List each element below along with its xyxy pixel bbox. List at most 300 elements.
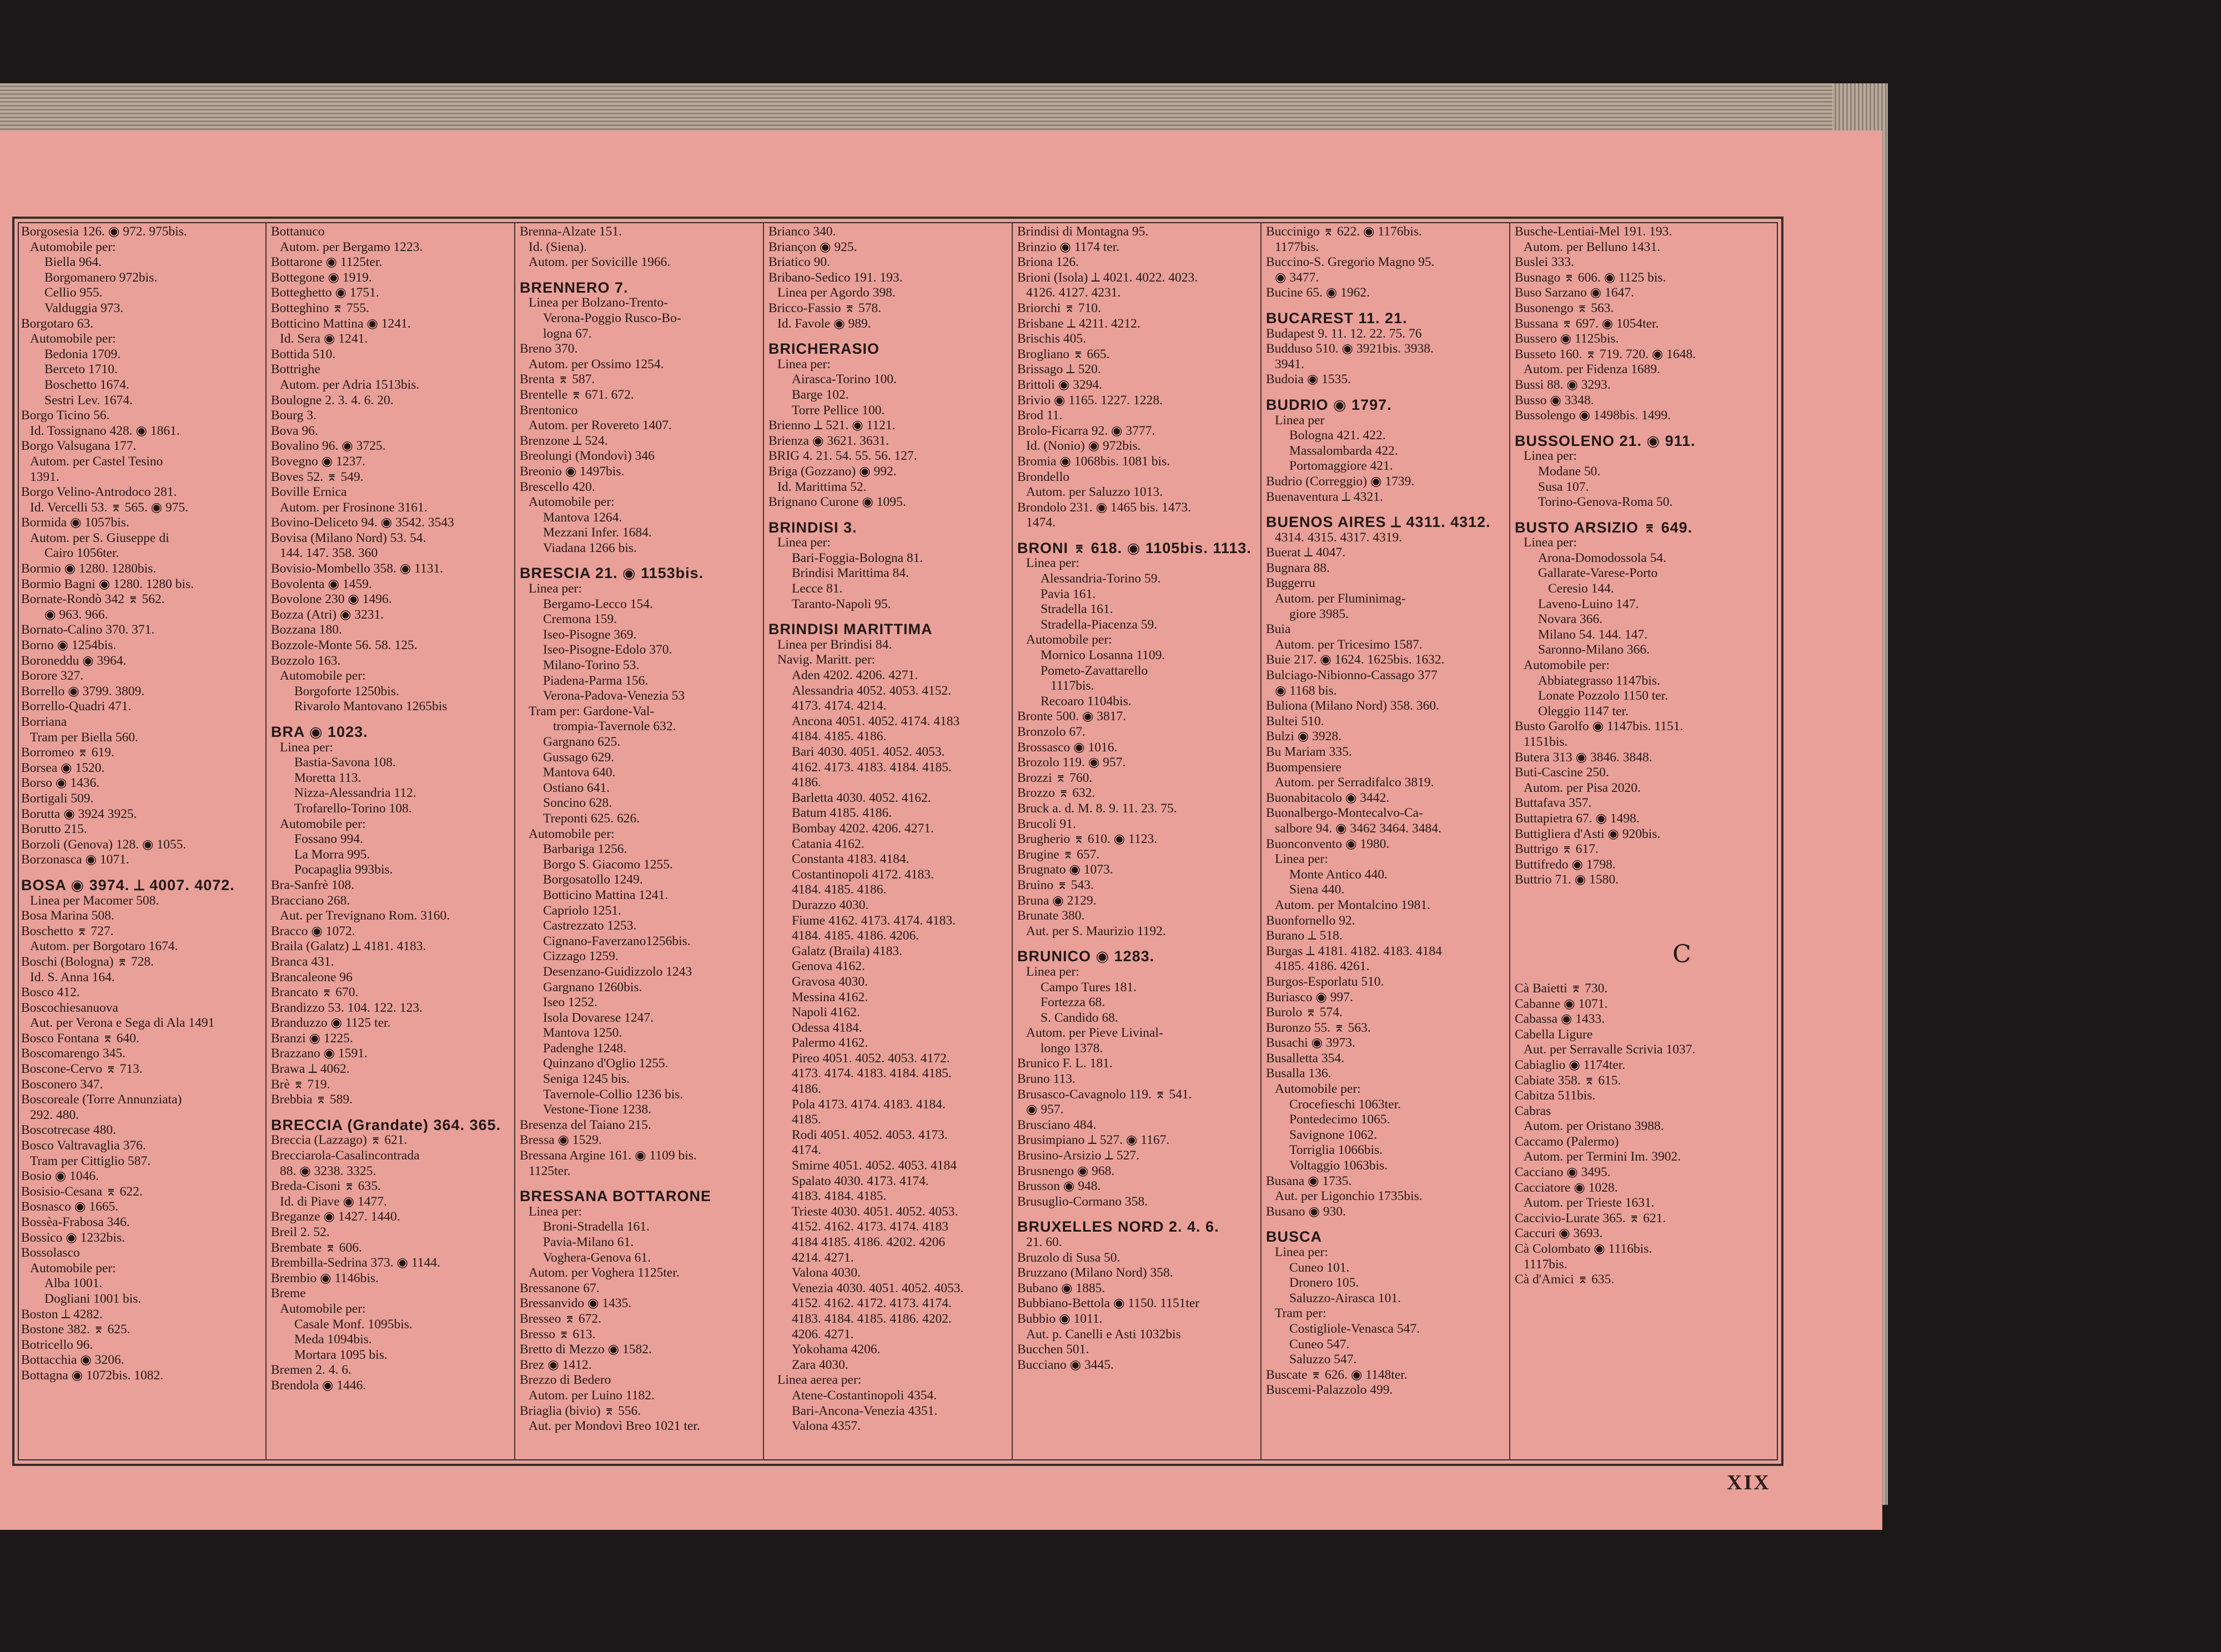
- index-entry: 4184. 4185. 4186.: [792, 729, 887, 744]
- index-heading: BUDRIO ◉ 1797.: [1266, 397, 1392, 413]
- index-entry: [1017, 939, 1252, 949]
- index-entry: [1515, 971, 1771, 981]
- index-entry: Automobile per:: [280, 669, 366, 684]
- index-entry: Bova 96.: [271, 423, 318, 438]
- index-entry: Recoaro 1104bis.: [1041, 694, 1132, 709]
- index-entry: Buccinigo ⌆ 622. ◉ 1176bis.: [1266, 224, 1422, 239]
- index-entry: Brucoli 91.: [1017, 816, 1076, 831]
- index-entry: Bosisio-Cesana ⌆ 622.: [21, 1184, 143, 1199]
- index-entry: Borgomanero 972bis.: [44, 270, 158, 285]
- index-heading: BRESSANA BOTTARONE: [520, 1189, 712, 1204]
- index-entry: Cacciatore ◉ 1028.: [1515, 1180, 1618, 1195]
- index-entry: Brissago ⟂ 520.: [1017, 362, 1101, 377]
- index-entry: Barge 102.: [792, 387, 849, 402]
- index-entry: Budduso 510. ◉ 3921bis. 3938.: [1266, 342, 1434, 356]
- index-entry: 4185.: [792, 1112, 821, 1127]
- index-entry: Bottanuco: [271, 224, 325, 239]
- index-entry: Brancato ⌆ 670.: [271, 985, 359, 1000]
- index-entry: Airasca-Torino 100.: [792, 372, 897, 387]
- index-entry: Bovolenta ◉ 1459.: [271, 576, 372, 591]
- index-entry: Linea per:: [529, 1204, 582, 1219]
- index-entry: Id. (Siena).: [529, 239, 587, 254]
- index-entry: Butera 313 ◉ 3846. 3848.: [1515, 750, 1652, 765]
- index-entry: Bovisio-Mombello 358. ◉ 1131.: [271, 561, 444, 576]
- index-entry: Bari-Ancona-Venezia 4351.: [792, 1403, 938, 1418]
- index-entry: Buonalbergo-Montecalvo-Ca-: [1266, 806, 1423, 821]
- index-heading: BRA ◉ 1023.: [271, 725, 368, 740]
- index-entry: Mortara 1095 bis.: [294, 1347, 388, 1362]
- index-entry: Busto Garolfo ◉ 1147bis. 1151.: [1515, 719, 1684, 734]
- index-entry: Briga (Gozzano) ◉ 992.: [768, 464, 897, 479]
- index-entry: giore 3985.: [1289, 606, 1349, 621]
- index-entry: Brianco 340.: [768, 224, 836, 239]
- index-entry: 4185. 4186. 4261.: [1275, 959, 1370, 974]
- index-entry: Zara 4030.: [792, 1357, 848, 1372]
- index-heading: BUSCA: [1266, 1229, 1323, 1245]
- index-entry: Bostone 382. ⌆ 625.: [21, 1322, 130, 1337]
- index-entry: Bussana ⌆ 697. ◉ 1054ter.: [1515, 316, 1659, 331]
- index-entry: Casale Monf. 1095bis.: [294, 1317, 413, 1332]
- index-entry: Buliona (Milano Nord) 358. 360.: [1266, 699, 1439, 714]
- index-entry: Brindisi Marittima 84.: [792, 566, 909, 581]
- index-entry: 1117bis.: [1051, 679, 1094, 694]
- index-column-4: [763, 222, 1007, 1460]
- index-entry: Bracciano 268.: [271, 893, 350, 908]
- index-entry: Busachi ◉ 3973.: [1266, 1036, 1355, 1051]
- index-entry: Brecciarola-Casalincontrada: [271, 1148, 420, 1163]
- index-entry: Autom. per Fidenza 1689.: [1524, 362, 1661, 377]
- index-heading: BRENNERO 7.: [520, 280, 629, 296]
- index-entry: Brienza ◉ 3621. 3631.: [768, 433, 889, 448]
- index-entry: Taranto-Napoli 95.: [792, 596, 891, 611]
- index-entry: Borgoforte 1250bis.: [294, 684, 399, 699]
- index-entry: Autom. per Luino 1182.: [529, 1388, 655, 1403]
- index-entry: Breolungi (Mondovì) 346: [520, 449, 655, 464]
- index-entry: Brè ⌆ 719.: [271, 1077, 330, 1092]
- index-entry: Brusson ◉ 948.: [1017, 1179, 1101, 1194]
- index-heading: BOSA ◉ 3974. ⟂ 4007. 4072.: [21, 877, 235, 893]
- index-entry: Buti-Cascine 250.: [1515, 765, 1609, 780]
- index-entry: Brebbia ⌆ 589.: [271, 1092, 353, 1107]
- index-entry: Automobile per:: [30, 332, 116, 347]
- index-entry: Cabiate 358. ⌆ 615.: [1515, 1073, 1621, 1088]
- index-entry: Brembilla-Sedrina 373. ◉ 1144.: [271, 1256, 440, 1271]
- index-entry: Linea per:: [1524, 449, 1577, 464]
- index-entry: Bronzolo 67.: [1017, 725, 1086, 739]
- index-entry: Bovisa (Milano Nord) 53. 54.: [271, 530, 426, 545]
- index-entry: Bosco 412.: [21, 985, 80, 1000]
- index-entry: Bressana Argine 161. ◉ 1109 bis.: [520, 1148, 697, 1163]
- index-entry: Budrio (Correggio) ◉ 1739.: [1266, 474, 1415, 489]
- index-entry: Monte Antico 440.: [1289, 867, 1388, 882]
- index-entry: Aden 4202. 4206. 4271.: [792, 668, 918, 683]
- index-entry: Automobile per:: [529, 495, 615, 510]
- index-entry: Boville Ernica: [271, 485, 347, 500]
- index-entry: Bubbio ◉ 1011.: [1017, 1311, 1103, 1326]
- index-entry: Bottegone ◉ 1919.: [271, 270, 372, 285]
- index-entry: Iseo-Pisogne-Edolo 370.: [543, 642, 672, 657]
- index-heading: BRINDISI MARITTIMA: [768, 622, 933, 637]
- index-entry: Buonfornello 92.: [1266, 913, 1355, 928]
- index-entry: Fossano 994.: [294, 832, 364, 847]
- index-entry: Linea per Agordo 398.: [777, 285, 896, 300]
- index-column-1: [17, 222, 261, 1460]
- index-entry: Bovolone 230 ◉ 1496.: [271, 592, 392, 607]
- index-column-5: [1012, 222, 1256, 1460]
- index-entry: Laveno-Luino 147.: [1538, 596, 1639, 611]
- index-entry: Milano-Torino 53.: [543, 658, 640, 673]
- index-entry: Broni-Stradella 161.: [543, 1219, 650, 1234]
- index-entry: Bubano ◉ 1885.: [1017, 1281, 1106, 1296]
- index-entry: Bortigali 509.: [21, 791, 94, 806]
- index-entry: Cellio 955.: [44, 285, 103, 300]
- index-entry: Brancaleone 96: [271, 970, 353, 985]
- index-entry: Boscomarengo 345.: [21, 1046, 125, 1061]
- index-entry: Autom. per Tricesimo 1587.: [1275, 637, 1423, 652]
- index-entry: Bruck a. d. M. 8. 9. 11. 23. 75.: [1017, 801, 1177, 816]
- index-entry: Boston ⟂ 4282.: [21, 1307, 103, 1322]
- index-entry: Autom. per Saluzzo 1013.: [1026, 485, 1163, 500]
- index-entry: Valona 4030.: [792, 1266, 861, 1281]
- index-entry: 1125ter.: [529, 1163, 571, 1178]
- index-entry: Burolo ⌆ 574.: [1266, 1005, 1343, 1020]
- index-entry: Gussago 629.: [543, 750, 614, 765]
- index-entry: Id. Favole ◉ 989.: [777, 316, 871, 331]
- index-entry: Aut. per Serravalle Scrivia 1037.: [1524, 1042, 1696, 1057]
- index-entry: Bresso ⌆ 613.: [520, 1327, 596, 1342]
- index-entry: Brugherio ⌆ 610. ◉ 1123.: [1017, 832, 1158, 847]
- index-entry: Brendola ◉ 1446.: [271, 1378, 366, 1393]
- index-entry: Cignano-Faverzano1256bis.: [543, 933, 691, 948]
- index-entry: Bormio Bagni ◉ 1280. 1280 bis.: [21, 576, 194, 591]
- index-entry: 88. ◉ 3238. 3325.: [280, 1163, 376, 1178]
- index-entry: BRIG 4. 21. 54. 55. 56. 127.: [768, 449, 917, 464]
- index-entry: Torino-Genova-Roma 50.: [1538, 495, 1673, 510]
- index-entry: [1515, 908, 1771, 918]
- index-entry: Bultei 510.: [1266, 714, 1324, 729]
- index-entry: Novara 366.: [1538, 612, 1603, 627]
- index-entry: 4186.: [792, 1082, 821, 1097]
- index-entry: [21, 868, 257, 878]
- index-entry: Caccivio-Lurate 365. ⌆ 621.: [1515, 1211, 1666, 1226]
- index-entry: Linea per:: [1524, 535, 1577, 550]
- index-entry: Mornico Losanna 1109.: [1041, 648, 1165, 663]
- index-entry: Brenna-Alzate 151.: [520, 224, 622, 239]
- index-entry: Bozzole-Monte 56. 58. 125.: [271, 638, 418, 653]
- index-entry: Gravosa 4030.: [792, 974, 868, 989]
- index-entry: [768, 612, 1003, 622]
- index-entry: Bribano-Sedico 191. 193.: [768, 270, 903, 285]
- index-entry: Buia: [1266, 622, 1291, 637]
- index-entry: Brawa ⟂ 4062.: [271, 1062, 350, 1077]
- index-entry: Bruno 113.: [1017, 1072, 1076, 1087]
- index-entry: Odessa 4184.: [792, 1020, 862, 1035]
- index-heading: BRUXELLES NORD 2. 4. 6.: [1017, 1219, 1219, 1235]
- index-entry: Bovino-Deliceto 94. ◉ 3542. 3543: [271, 515, 454, 530]
- index-entry: Piadena-Parma 156.: [543, 673, 649, 688]
- index-entry: Aut. p. Canelli e Asti 1032bis: [1026, 1327, 1181, 1342]
- index-entry: Napoli 4162.: [792, 1005, 860, 1020]
- index-entry: Boscochiesanuova: [21, 1000, 118, 1015]
- index-entry: Bruino ⌆ 543.: [1017, 877, 1094, 892]
- index-entry: Bressanone 67.: [520, 1281, 600, 1296]
- index-entry: Biella 964.: [44, 255, 102, 270]
- index-entry: Autom. per Sovicille 1966.: [529, 255, 671, 270]
- index-entry: Buttigliera d'Asti ◉ 920bis.: [1515, 826, 1661, 841]
- index-entry: Constanta 4183. 4184.: [792, 852, 909, 867]
- index-entry: Boschetto ⌆ 727.: [21, 923, 114, 938]
- index-entry: Verona-Padova-Venezia 53: [543, 689, 685, 704]
- index-entry: Burgos-Esporlatu 510.: [1266, 974, 1384, 989]
- index-entry: Fortezza 68.: [1041, 995, 1106, 1010]
- index-heading: BUSSOLENO 21. ◉ 911.: [1515, 433, 1696, 449]
- index-entry: Brolo-Ficarra 92. ◉ 3777.: [1017, 423, 1155, 438]
- index-entry: Brondolo 231. ◉ 1465 bis. 1473.: [1017, 500, 1191, 515]
- index-entry: Bossico ◉ 1232bis.: [21, 1230, 125, 1245]
- index-entry: Brondello: [1017, 469, 1069, 484]
- index-entry: Borutto 215.: [21, 822, 87, 837]
- index-entry: Gargnano 625.: [543, 735, 621, 749]
- index-entry: 4162. 4173. 4183. 4184. 4185.: [792, 760, 952, 775]
- index-entry: Brienno ⟂ 521. ◉ 1121.: [768, 418, 896, 433]
- index-entry: 4183. 4184. 4185.: [792, 1189, 887, 1204]
- index-entry: Stradella 161.: [1041, 602, 1113, 617]
- index-entry: Cremona 159.: [543, 612, 617, 627]
- index-entry: Brunate 380.: [1017, 908, 1085, 923]
- index-entry: [1266, 301, 1500, 311]
- index-entry: Cuneo 547.: [1289, 1337, 1350, 1352]
- index-entry: Burano ⟂ 518.: [1266, 928, 1343, 943]
- index-entry: [520, 1179, 754, 1189]
- index-entry: Linea per:: [1026, 556, 1079, 571]
- index-entry: Autom. per Montalcino 1981.: [1275, 897, 1431, 912]
- index-entry: Bucchen 501.: [1017, 1342, 1089, 1357]
- index-entry: Borutta ◉ 3924 3925.: [21, 806, 137, 821]
- index-entry: Nizza-Alessandria 112.: [294, 786, 416, 801]
- index-entry: 1391.: [30, 469, 59, 484]
- index-entry: Busnago ⌆ 606. ◉ 1125 bis.: [1515, 270, 1666, 285]
- index-entry: Saluzzo 547.: [1289, 1352, 1357, 1367]
- index-entry: Brugine ⌆ 657.: [1017, 847, 1100, 862]
- index-entry: Bruzolo di Susa 50.: [1017, 1250, 1120, 1265]
- index-entry: Cabassa ◉ 1433.: [1515, 1012, 1605, 1027]
- index-entry: Bosnasco ◉ 1665.: [21, 1199, 119, 1214]
- index-entry: Cabiaglio ◉ 1174ter.: [1515, 1057, 1626, 1072]
- index-entry: Busche-Lentiai-Mel 191. 193.: [1515, 224, 1672, 239]
- index-entry: Bresenza del Taiano 215.: [520, 1117, 651, 1132]
- index-entry: Tram per Biella 560.: [30, 730, 138, 745]
- index-entry: Bari-Foggia-Bologna 81.: [792, 550, 923, 565]
- index-entry: Linea per Bolzano-Trento-: [529, 295, 669, 310]
- index-entry: Susa 107.: [1538, 479, 1589, 494]
- index-entry: Quinzano d'Oglio 1255.: [543, 1056, 669, 1071]
- index-entry: Bormio ◉ 1280. 1280bis.: [21, 561, 157, 576]
- index-entry: Viadana 1266 bis.: [543, 540, 637, 555]
- index-entry: Automobile per:: [529, 826, 615, 841]
- index-entry: Navig. Maritt. per:: [777, 652, 876, 667]
- index-entry: Sestri Lev. 1674.: [44, 393, 133, 408]
- index-entry: Brusnengo ◉ 968.: [1017, 1163, 1115, 1178]
- index-entry: Botteghetto ◉ 1751.: [271, 285, 379, 300]
- index-entry: Isola Dovarese 1247.: [543, 1010, 654, 1025]
- index-entry: Bari 4030. 4051. 4052. 4053.: [792, 745, 945, 759]
- index-entry: Automobile per:: [30, 1261, 116, 1276]
- index-entry: 4186.: [792, 775, 821, 790]
- index-entry: 21. 60.: [1026, 1235, 1062, 1249]
- index-entry: 4126. 4127. 4231.: [1026, 285, 1121, 300]
- index-entry: Palermo 4162.: [792, 1036, 868, 1051]
- index-entry: Ceresio 144.: [1548, 581, 1614, 596]
- index-entry: Brusciano 484.: [1017, 1117, 1097, 1132]
- index-entry: Brembio ◉ 1146bis.: [271, 1271, 379, 1286]
- index-entry: Brignano Curone ◉ 1095.: [768, 495, 906, 510]
- index-entry: 292. 480.: [30, 1107, 79, 1122]
- index-entry: Pontedecimo 1065.: [1289, 1112, 1390, 1127]
- index-entry: Venezia 4030. 4051. 4052. 4053.: [792, 1281, 964, 1296]
- index-entry: Mezzani Infer. 1684.: [543, 525, 652, 540]
- index-entry: Bergamo-Lecco 154.: [543, 596, 653, 611]
- index-entry: 4214. 4271.: [792, 1250, 854, 1265]
- index-entry: Brandizzo 53. 104. 122. 123.: [271, 1000, 423, 1015]
- index-entry: Buonabitacolo ◉ 3442.: [1266, 790, 1390, 805]
- index-entry: Boscotrecase 480.: [21, 1123, 116, 1138]
- index-entry: Breil 2. 52.: [271, 1225, 330, 1239]
- index-entry: Oleggio 1147 ter.: [1538, 704, 1629, 719]
- index-entry: Capriolo 1251.: [543, 903, 621, 918]
- index-entry: Buonconvento ◉ 1980.: [1266, 836, 1390, 851]
- index-entry: [1266, 388, 1500, 398]
- index-entry: ◉ 957.: [1026, 1102, 1064, 1117]
- index-entry: Brezzo di Bedero: [520, 1373, 611, 1388]
- index-entry: Busso ◉ 3348.: [1515, 393, 1594, 408]
- index-entry: Bresseo ⌆ 672.: [520, 1311, 601, 1326]
- index-entry: ◉ 1168 bis.: [1275, 683, 1337, 698]
- index-entry: [520, 556, 754, 566]
- index-entry: Borzoli (Genova) 128. ◉ 1055.: [21, 837, 187, 852]
- index-entry: Caccuri ◉ 3693.: [1515, 1226, 1603, 1241]
- index-entry: Breganze ◉ 1427. 1440.: [271, 1209, 400, 1224]
- index-entry: Brinzio ◉ 1174 ter.: [1017, 239, 1120, 254]
- index-entry: Cà Colombato ◉ 1116bis.: [1515, 1242, 1652, 1257]
- index-entry: Autom. per Adria 1513bis.: [280, 377, 420, 392]
- index-entry: 1117bis.: [1524, 1257, 1567, 1272]
- index-entry: Brusimpiano ⟂ 527. ◉ 1167.: [1017, 1133, 1170, 1148]
- index-entry: Buccino-S. Gregorio Magno 95.: [1266, 255, 1435, 270]
- index-entry: Vestone-Tione 1238.: [543, 1102, 651, 1117]
- index-entry: [1515, 424, 1771, 434]
- index-entry: Massalombarda 422.: [1289, 443, 1398, 458]
- index-entry: Bottrighe: [271, 362, 320, 377]
- index-entry: Linea per:: [280, 740, 333, 755]
- index-entry: Bossolasco: [21, 1246, 80, 1261]
- index-entry: Trieste 4030. 4051. 4052. 4053.: [792, 1204, 958, 1219]
- index-entry: Buscemi-Palazzolo 499.: [1266, 1383, 1393, 1398]
- index-entry: Automobile per:: [1275, 1082, 1361, 1097]
- index-entry: Bottida 510.: [271, 347, 336, 361]
- index-entry: Borgo S. Giacomo 1255.: [543, 857, 673, 872]
- page-number: XIX: [1727, 1471, 1771, 1494]
- index-entry: Borriana: [21, 715, 67, 729]
- index-entry: Briaglia (bivio) ⌆ 556.: [520, 1403, 641, 1418]
- index-entry: Busalla 136.: [1266, 1066, 1331, 1081]
- index-entry: Autom. per Frosinone 3161.: [280, 500, 428, 515]
- index-entry: Id. Vercelli 53. ⌆ 565. ◉ 975.: [30, 500, 189, 515]
- index-entry: Brusuglio-Cormano 358.: [1017, 1194, 1148, 1209]
- index-entry: Seniga 1245 bis.: [543, 1072, 630, 1087]
- index-entry: Autom. per Castel Tesino: [30, 454, 163, 469]
- index-entry: [768, 332, 1003, 342]
- index-entry: Yokohama 4206.: [792, 1342, 881, 1357]
- index-entry: Bromia ◉ 1068bis. 1081 bis.: [1017, 454, 1170, 469]
- index-entry: Autom. per S. Giuseppe di: [30, 530, 169, 545]
- index-entry: Spalato 4030. 4173. 4174.: [792, 1173, 929, 1188]
- index-entry: 144. 147. 358. 360: [280, 546, 378, 561]
- index-entry: Buggerru: [1266, 576, 1315, 591]
- index-entry: 4152. 4162. 4172. 4173. 4174.: [792, 1296, 952, 1311]
- index-entry: Linea per:: [777, 535, 831, 550]
- index-entry: Automobile per:: [1524, 658, 1610, 673]
- index-entry: Boroneddu ◉ 3964.: [21, 653, 127, 668]
- index-entry: Bottarone ◉ 1125ter.: [271, 255, 383, 270]
- index-entry: 1177bis.: [1275, 239, 1319, 254]
- index-entry: Saluzzo-Airasca 101.: [1289, 1291, 1401, 1305]
- index-entry: Autom. per Pieve Livinal-: [1026, 1026, 1163, 1041]
- index-entry: Budapest 9. 11. 12. 22. 75. 76: [1266, 326, 1422, 341]
- index-entry: Cabitza 511bis.: [1515, 1088, 1596, 1103]
- index-entry: Bosconero 347.: [21, 1077, 103, 1092]
- index-entry: Bruna ◉ 2129.: [1017, 893, 1097, 908]
- index-entry: Borrello-Quadri 471.: [21, 699, 132, 714]
- index-entry: Ostiano 641.: [543, 780, 610, 795]
- index-entry: Busseto 160. ⌆ 719. 720. ◉ 1648.: [1515, 347, 1696, 361]
- index-entry: Briatico 90.: [768, 255, 830, 270]
- index-entry: Buttrio 71. ◉ 1580.: [1515, 872, 1619, 887]
- index-column-2: [265, 222, 510, 1460]
- index-entry: Buerat ⟂ 4047.: [1266, 545, 1345, 560]
- index-column-3: [514, 222, 758, 1460]
- index-entry: Brivio ◉ 1165. 1227. 1228.: [1017, 393, 1163, 408]
- index-entry: Borore 327.: [21, 669, 84, 684]
- index-entry: Saronno-Milano 366.: [1538, 642, 1650, 657]
- index-entry: Id. Sera ◉ 1241.: [280, 332, 368, 347]
- index-entry: Brazzano ◉ 1591.: [271, 1046, 368, 1061]
- index-entry: Autom. per Trieste 1631.: [1524, 1196, 1655, 1211]
- index-column-6: [1260, 222, 1505, 1460]
- index-entry: Botticino Mattina ◉ 1241.: [271, 316, 411, 331]
- index-entry: Briorchi ⌆ 710.: [1017, 300, 1101, 315]
- index-entry: Cabras: [1515, 1103, 1551, 1118]
- index-entry: Cuneo 101.: [1289, 1260, 1350, 1275]
- index-entry: Voltaggio 1063bis.: [1289, 1158, 1388, 1173]
- index-entry: Autom. per Termini Im. 3902.: [1524, 1149, 1681, 1164]
- index-entry: Buscate ⌆ 626. ◉ 1148ter.: [1266, 1367, 1408, 1382]
- index-entry: Branzi ◉ 1225.: [271, 1031, 353, 1046]
- index-entry: 4314. 4315. 4317. 4319.: [1275, 530, 1403, 545]
- index-entry: Valona 4357.: [792, 1419, 861, 1434]
- index-entry: Bovalino 96. ◉ 3725.: [271, 439, 386, 454]
- index-heading: BRINDISI 3.: [768, 520, 857, 536]
- index-entry: Iseo 1252.: [543, 995, 597, 1010]
- index-entry: Pavia 161.: [1041, 586, 1096, 601]
- index-entry: Autom. per Oristano 3988.: [1524, 1119, 1664, 1134]
- index-entry: Padenghe 1248.: [543, 1041, 627, 1056]
- index-entry: Bubbiano-Bettola ◉ 1150. 1151ter: [1017, 1296, 1200, 1311]
- index-entry: Borgotaro 63.: [21, 316, 94, 331]
- index-entry: Bologna 421. 422.: [1289, 428, 1386, 443]
- index-entry: Costigliole-Venasca 547.: [1289, 1321, 1420, 1336]
- index-entry: 4174.: [792, 1143, 821, 1158]
- index-entry: Brentonico: [520, 403, 578, 418]
